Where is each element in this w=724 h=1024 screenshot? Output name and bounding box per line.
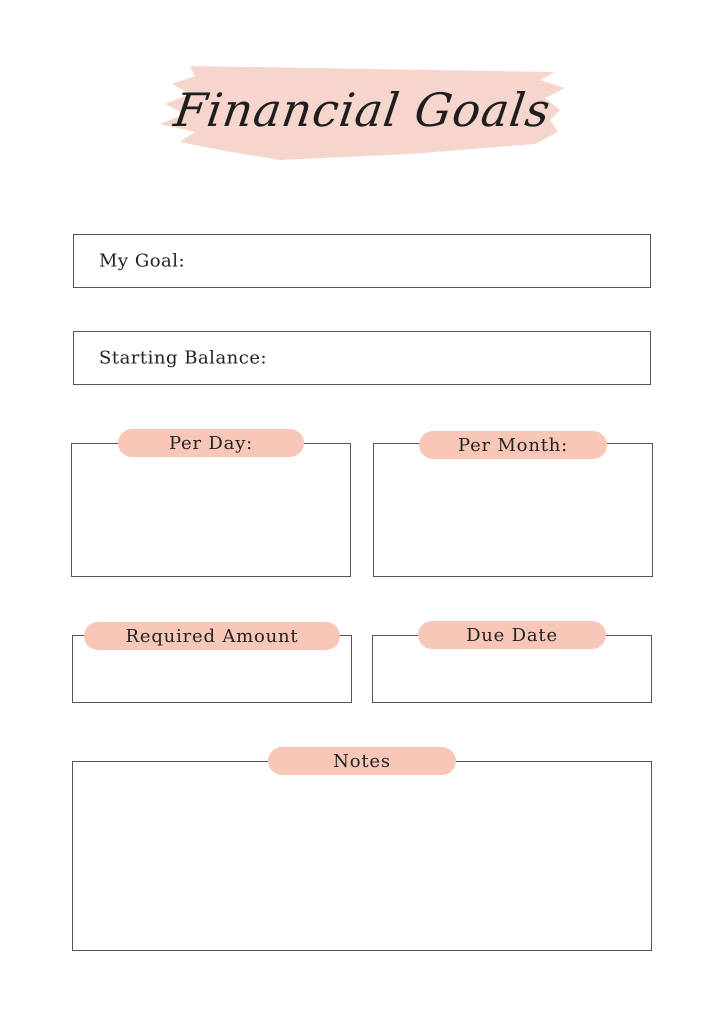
per-day-label: Per Day: [118,429,304,457]
per-day-box[interactable] [71,443,351,577]
notes-box[interactable] [72,761,652,951]
required-amount-label: Required Amount [84,622,340,650]
page-title: Financial Goals [170,83,555,137]
my-goal-field[interactable] [73,234,651,288]
per-month-label: Per Month: [419,431,607,459]
starting-balance-label: Starting Balance: [99,347,268,369]
due-date-label: Due Date [418,621,606,649]
per-month-box[interactable] [373,443,653,577]
my-goal-label: My Goal: [99,250,186,272]
starting-balance-field[interactable] [73,331,651,385]
notes-label: Notes [268,747,456,775]
